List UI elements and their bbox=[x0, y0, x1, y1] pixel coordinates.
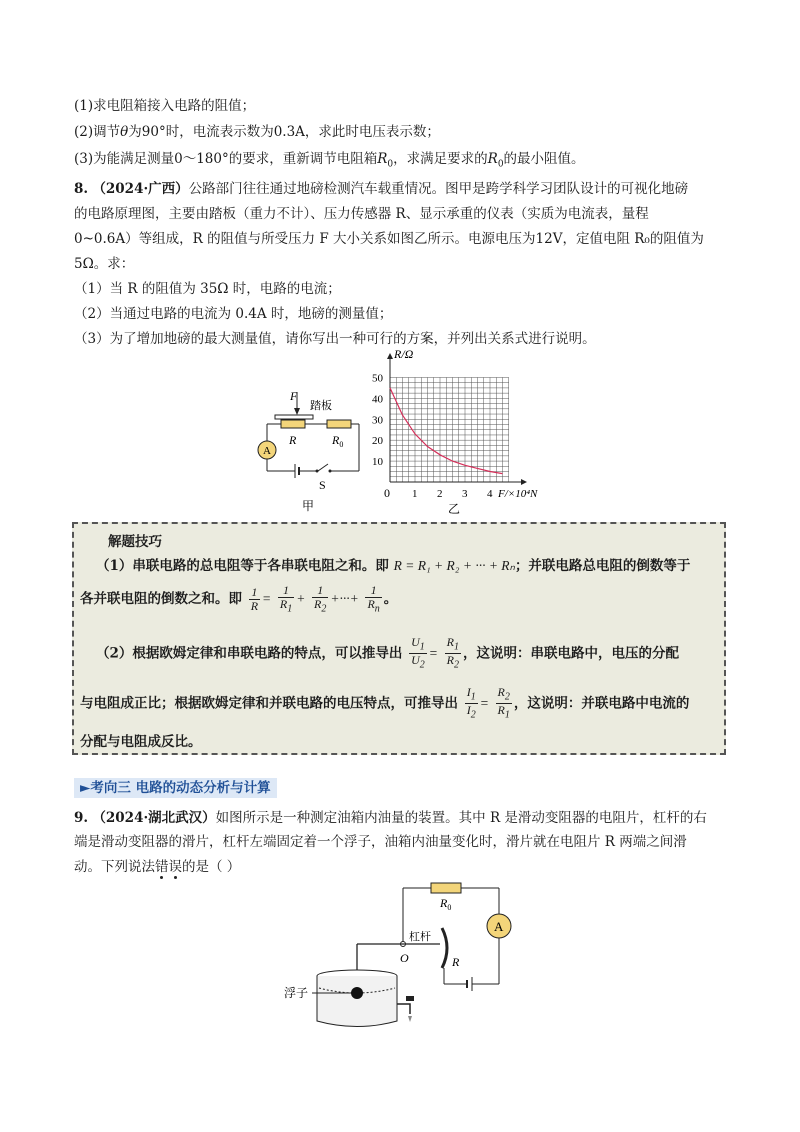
section-label: ►考向三 电路的动态分析与计算 bbox=[74, 778, 277, 798]
q9-line3: 动。下列说法错误的是（ ） bbox=[74, 859, 241, 875]
fig-jia-R-label: R bbox=[289, 433, 297, 447]
tips-box bbox=[72, 522, 726, 755]
fig-jia-caption: 甲 bbox=[302, 499, 315, 513]
q8-sub3: （3）为了增加地磅的最大测量值，请你写出一种可行的方案，并列出关系式进行说明。 bbox=[74, 331, 596, 347]
q9-float-label: 浮子 bbox=[284, 986, 309, 1000]
y-tick-label: 10 bbox=[372, 456, 383, 469]
chart-ylabel: R/Ω bbox=[394, 347, 414, 361]
tips-p2-line1: （2）根据欧姆定律和串联电路的特点，可以推导出 $\frac{U_1}{U_2}$ = $\frac{R_1}{R_2}$ ，这说明：串联电路中，电压的分配 bbox=[96, 635, 679, 671]
x-axis-arrow bbox=[521, 479, 527, 485]
float-icon bbox=[351, 987, 363, 999]
chart-origin: 0 bbox=[384, 486, 390, 500]
x-tick-label: 1 bbox=[412, 488, 418, 500]
y-axis-arrow bbox=[387, 353, 393, 359]
tips-title: 解题技巧 bbox=[108, 534, 162, 550]
q8-line3: 0~0.6A）等组成，R 的阻值与所受压力 F 大小关系如图乙所示。电源电压为12V，定值电阻 R₀的阻值为 bbox=[74, 231, 704, 247]
q9-lever-label: 杠杆 bbox=[409, 931, 431, 943]
q9-line1: 9. （2024·湖北武汉）如图所示是一种测定油箱内油量的装置。其中 R 是滑动变阻器的电阻片，杠杆的右 bbox=[74, 810, 707, 826]
resistor-R bbox=[281, 420, 305, 428]
q8-number: 8. bbox=[74, 181, 89, 197]
y-tick-label: 20 bbox=[372, 435, 383, 448]
fig-jia-pedal-label: 踏板 bbox=[310, 400, 332, 412]
q9-number: 9. bbox=[74, 810, 89, 826]
q8-line1: 8. （2024·广西）公路部门往往通过地磅检测汽车载重情况。图甲是跨学科学习团队设计的可视化地磅 bbox=[74, 181, 689, 197]
fig-jia-circuit bbox=[250, 388, 370, 513]
resistor-R0 bbox=[431, 883, 461, 893]
x-tick-label: 4 bbox=[487, 488, 493, 500]
q8-line2: 的电路原理图，主要由踏板（重力不计）、压力传感器 R、显示承重的仪表（实质为电流表，量程 bbox=[74, 206, 649, 222]
svg-text:A: A bbox=[494, 919, 504, 934]
q9-O-label: O bbox=[400, 951, 409, 965]
y-tick-label: 30 bbox=[372, 414, 383, 427]
q8-source: （2024·广西） bbox=[92, 181, 189, 197]
resistor-R0 bbox=[327, 420, 351, 428]
fig-jia-R0-label: $R_0$ bbox=[332, 433, 344, 449]
tips-p2-line3: 分配与电阻成反比。 bbox=[80, 734, 202, 750]
x-tick-label: 3 bbox=[462, 488, 468, 500]
q8-line4: 5Ω。求： bbox=[74, 256, 135, 272]
q9-line2: 端是滑动变阻器的滑片，杠杆左端固定着一个浮子，油箱内油量变化时，滑片就在电阻片 R 两端之间滑 bbox=[74, 834, 687, 850]
q9-R-label: R bbox=[452, 955, 460, 969]
fig-yi-caption: 乙 bbox=[448, 502, 461, 515]
prev-q-part1: (1)求电阻箱接入电路的阻值； bbox=[74, 98, 256, 114]
tips-p2-line2: 与电阻成正比；根据欧姆定律和并联电路的电压特点，可推导出 $\frac{I_1}{I_2}$ = $\frac{R_2}{R_1}$ ，这说明：并联电路中电流的 bbox=[80, 685, 690, 721]
prev-q-part3: (3)为能满足测量0～180°的要求，重新调节电阻箱$R_0$，求满足要求的$R_0$的最小阻值。 bbox=[74, 151, 585, 170]
q8-sub1: （1）当 R 的阻值为 35Ω 时，电路的电流； bbox=[74, 281, 341, 297]
pedal bbox=[275, 415, 313, 419]
y-tick-label: 40 bbox=[372, 393, 383, 406]
q8-sub2: （2）当通过电路的电流为 0.4A 时，地磅的测量值； bbox=[74, 306, 393, 322]
q9-oil-tank-figure bbox=[282, 876, 542, 1036]
fig-jia-F-label: F bbox=[290, 389, 298, 403]
chart-xlabel: F/×10⁴N bbox=[498, 488, 538, 500]
arc-resistor-R bbox=[442, 928, 447, 968]
tips-p1-line1: （1）串联电路的总电阻等于各串联电阻之和。即 R = R₁ + R₂ + ··· + Rₙ；并联电路总电阻的倒数等于 bbox=[96, 558, 691, 574]
q9-source: （2024·湖北武汉） bbox=[92, 810, 216, 826]
x-tick-label: 2 bbox=[437, 488, 443, 500]
y-tick-label: 50 bbox=[372, 372, 383, 385]
q9-R0-label: $R_0$ bbox=[440, 896, 452, 912]
prev-q-part2: (2)调节θ为90°时，电流表示数为0.3A，求此时电压表示数； bbox=[74, 124, 440, 140]
fig-jia-switch-label: S bbox=[319, 478, 326, 492]
fig-yi-chart bbox=[360, 345, 560, 515]
tips-p1-line2: 各并联电阻的倒数之和。即 $\frac{1}{R}$ = $\frac{1}{R_1}$ + $\frac{1}{R_2}$ +···+ $\frac{1}{R_n}$ 。 bbox=[80, 583, 398, 615]
svg-text:A: A bbox=[263, 445, 271, 457]
